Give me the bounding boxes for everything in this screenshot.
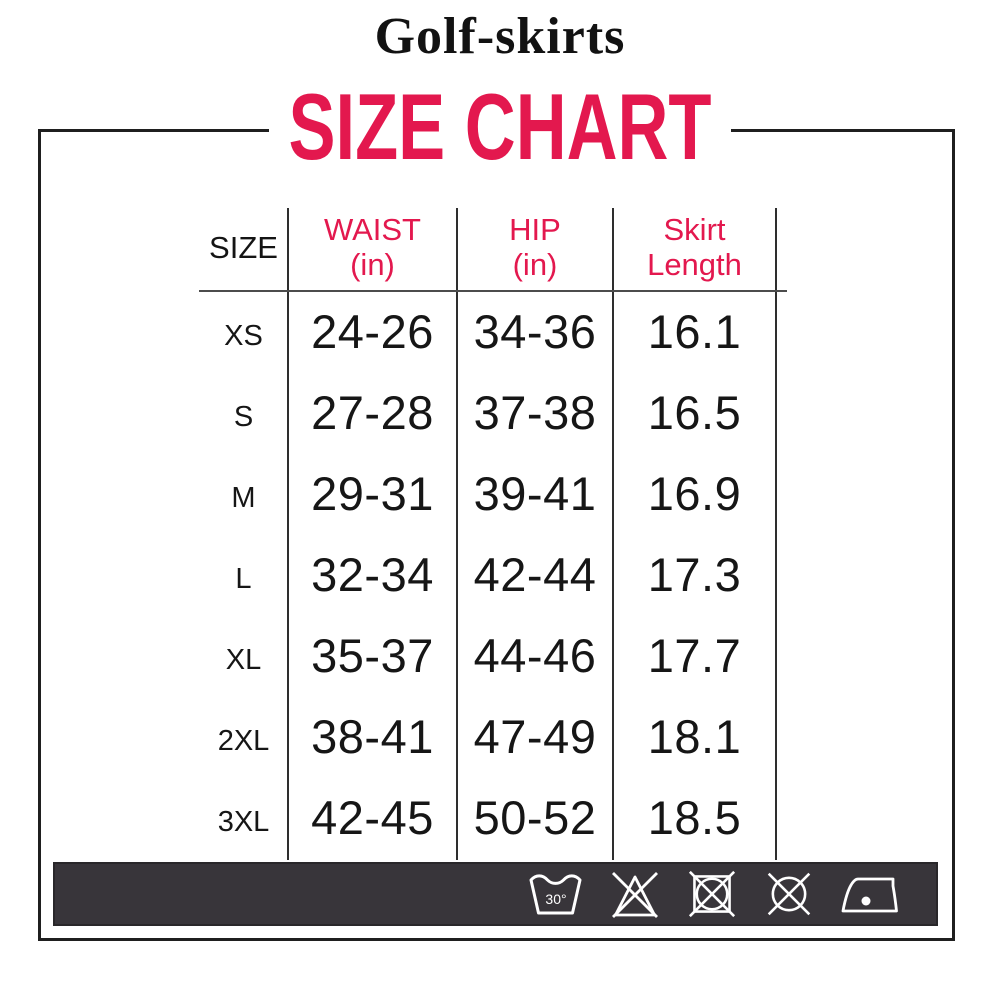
- waist-value: 27-28: [311, 386, 434, 439]
- size-label: M: [231, 482, 256, 514]
- header-line: WAIST: [323, 212, 421, 248]
- hip-value: 42-44: [473, 548, 597, 601]
- waist-value: 29-31: [311, 467, 434, 520]
- column-header-waist: [288, 205, 457, 291]
- waist-value: 24-26: [311, 305, 434, 358]
- length-value: 16.5: [647, 386, 742, 439]
- header-line: HIP: [509, 212, 561, 248]
- length-value: 16.1: [647, 305, 742, 358]
- size-table: [199, 205, 776, 858]
- care-instructions-bar: [53, 862, 938, 926]
- brand-title: Golf-skirts: [374, 8, 626, 65]
- do-not-dry-clean-icon: [763, 870, 815, 918]
- size-label: XL: [225, 644, 262, 676]
- length-value: 17.7: [647, 629, 742, 682]
- hip-value: 34-36: [473, 305, 597, 358]
- size-label: 3XL: [217, 806, 270, 838]
- waist-value: 38-41: [311, 710, 434, 763]
- length-value: 18.5: [647, 791, 742, 844]
- do-not-bleach-icon: [609, 870, 661, 918]
- waist-value: 32-34: [311, 548, 434, 601]
- length-value: 18.1: [647, 710, 742, 763]
- hip-value: 47-49: [473, 710, 597, 763]
- size-label: XS: [224, 320, 263, 352]
- column-header-hip: [457, 205, 613, 291]
- length-value: 16.9: [647, 467, 742, 520]
- size-chart-title: SIZE CHART: [269, 80, 731, 174]
- hip-value: 39-41: [473, 467, 597, 520]
- column-header-size: [199, 205, 288, 291]
- iron-low-heat-icon: [840, 871, 900, 917]
- care-icons-group: [528, 870, 900, 918]
- size-label: 2XL: [217, 725, 270, 757]
- do-not-tumble-dry-icon: [686, 870, 738, 918]
- waist-value: 42-45: [311, 791, 434, 844]
- size-label: S: [233, 401, 254, 433]
- hip-value: 50-52: [473, 791, 597, 844]
- header-line: Length: [647, 247, 742, 282]
- waist-value: 35-37: [311, 629, 434, 682]
- machine-wash-30-icon: [528, 871, 584, 917]
- header-line: (in): [350, 247, 395, 282]
- header-line: Skirt: [663, 212, 726, 248]
- header-line: (in): [512, 247, 558, 282]
- size-label: L: [235, 563, 252, 595]
- hip-value: 37-38: [473, 386, 597, 439]
- column-header-skirt-length: [613, 205, 776, 291]
- length-value: 17.3: [647, 548, 742, 601]
- hip-value: 44-46: [473, 629, 597, 682]
- header-line: SIZE: [209, 229, 278, 265]
- wash-temp-label: 30°: [545, 891, 567, 907]
